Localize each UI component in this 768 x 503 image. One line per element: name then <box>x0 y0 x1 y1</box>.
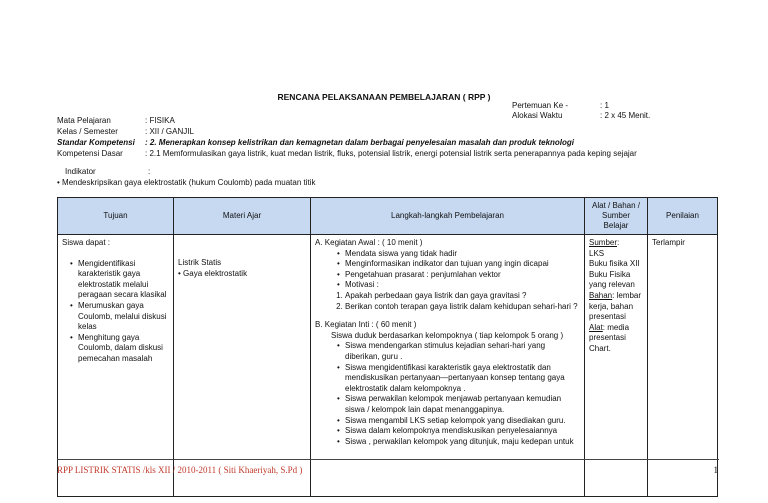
list-item: • Motivasi : <box>337 280 580 291</box>
list-item: • Menghitung gaya Coulomb, dalam diskusi pemecahan masalah <box>70 333 169 365</box>
tujuan-intro: Siswa dapat : <box>62 238 111 247</box>
page-number: 1 <box>713 465 718 475</box>
sk-label: Standar Kompetensi <box>57 138 135 147</box>
pertemuan-label: Pertemuan Ke - <box>512 101 569 110</box>
rpp-table <box>57 197 718 497</box>
list-item: 1. Apakah perbedaan gaya listrik dan gaya gravitasi ? <box>345 291 580 302</box>
indikator-item: • Mendeskripsikan gaya elektrostatik (hukum Coulomb) pada muatan titik <box>57 178 316 187</box>
kelas-label: Kelas / Semester <box>57 127 118 136</box>
alokasi-value: : 2 x 45 Menit. <box>600 111 651 120</box>
inti-heading: B. Kegiatan Inti : ( 60 menit ) <box>315 320 417 330</box>
sumber-item: Buku Fisika yang relevan <box>589 269 635 290</box>
header-materi: Materi Ajar <box>174 198 311 235</box>
bullet-icon: • <box>178 268 181 278</box>
list-item: • Siswa mengidentifikasi karakteristik gaya elektrostatik dan mendiskusikan pertanyaan—pertanyaan konsep tentang gaya elektrostatik dalam kelompoknya . <box>337 363 580 395</box>
table-row <box>58 235 718 497</box>
bullet-icon: • <box>57 178 60 187</box>
kd-label: Kompetensi Dasar <box>57 149 123 158</box>
alat-line: Alat: media presentasi <box>589 322 630 343</box>
document-title: RENCANA PELAKSANAAN PEMBELAJARAN ( RPP ) <box>277 92 491 102</box>
list-item: • Siswa dalam kelompoknya mendiskusikan penyelesaiannya <box>337 426 580 437</box>
list-item: • Siswa mendengarkan stimulus kejadian sehari-hari yang diberikan, guru . <box>337 341 580 362</box>
inti-list <box>315 341 580 447</box>
motivasi-list <box>315 291 580 312</box>
tujuan-cell <box>58 235 174 497</box>
awal-list <box>315 249 580 291</box>
materi-item: • Gaya elektrostatik <box>178 268 248 278</box>
sumber-item: Buku fisika XII <box>589 259 640 269</box>
sumber-cell <box>585 235 648 497</box>
list-item: • Merumuskan gaya Coulomb, melalui diskusi kelas <box>70 301 169 333</box>
pertemuan-value: : 1 <box>600 101 609 110</box>
list-item: • Mendata siswa yang tidak hadir <box>337 249 580 260</box>
list-item: • Menginformasikan indikator dan tujuan yang ingin dicapai <box>337 259 580 270</box>
bahan-line: Bahan: lembar kerja, bahan presentasi <box>589 290 642 322</box>
materi-title: Listrik Statis <box>178 258 222 267</box>
list-item: • Siswa perwakilan kelompok menjawab pertanyaan kemudian siswa / kelompok lain dapat menanggapinya. <box>337 394 580 415</box>
header-penilaian: Penilaian <box>648 198 718 235</box>
mapel-label: Mata Pelajaran <box>57 116 111 125</box>
indikator-colon: : <box>148 167 151 176</box>
footer-text: RPP LISTRIK STATIS /kls XII / 2010-2011 ( Siti Khaeriyah, S.Pd ) <box>57 465 303 475</box>
header-langkah: Langkah-langkah Pembelajaran <box>311 198 585 235</box>
list-item: 2. Berikan contoh terapan gaya listrik dalam kehidupan sehari-hari ? <box>345 302 580 313</box>
footer-divider <box>57 459 719 460</box>
indikator-label: Indikator <box>65 167 96 176</box>
kd-value: : 2.1 Memformulasikan gaya listrik, kuat medan listrik, fluks, potensial listrik, energi potensial listrik serta penerapannya pada keping sejajar <box>145 149 637 158</box>
header-alat: Alat / Bahan / Sumber Belajar <box>585 198 648 235</box>
header-tujuan: Tujuan <box>58 198 174 235</box>
sk-value: : 2. Menerapkan konsep kelistrikan dan kemagnetan dalam berbagai penyelesaian masalah dan produk teknologi <box>145 138 575 147</box>
sumber-heading: Sumber: <box>589 238 620 247</box>
kelas-value: : XII / GANJIL <box>145 127 194 136</box>
list-item: • Mengidentifikasi karakteristik gaya elektrostatik melalui peragaan secara klasikal <box>70 259 169 301</box>
awal-heading: A. Kegiatan Awal : ( 10 menit ) <box>315 238 423 247</box>
alat-extra: Chart. <box>589 343 611 353</box>
list-item: • Siswa , perwakilan kelompok yang ditunjuk, maju kedepan untuk <box>337 437 580 448</box>
inti-intro: Siswa duduk berdasarkan kelompoknya ( tiap kelompok 5 orang ) <box>331 330 564 340</box>
sumber-item: LKS <box>589 248 605 258</box>
langkah-cell <box>311 235 585 497</box>
table-header-row <box>58 198 718 235</box>
penilaian-cell: Terlampir <box>648 235 718 497</box>
tujuan-list <box>62 259 169 365</box>
list-item: • Siswa mengambil LKS setiap kelompok yang disediakan guru. <box>337 416 580 427</box>
alokasi-label: Alokasi Waktu <box>512 111 563 120</box>
list-item: • Pengetahuan prasarat : penjumlahan vektor <box>337 270 580 281</box>
mapel-value: : FISIKA <box>145 116 175 125</box>
materi-cell <box>174 235 311 497</box>
